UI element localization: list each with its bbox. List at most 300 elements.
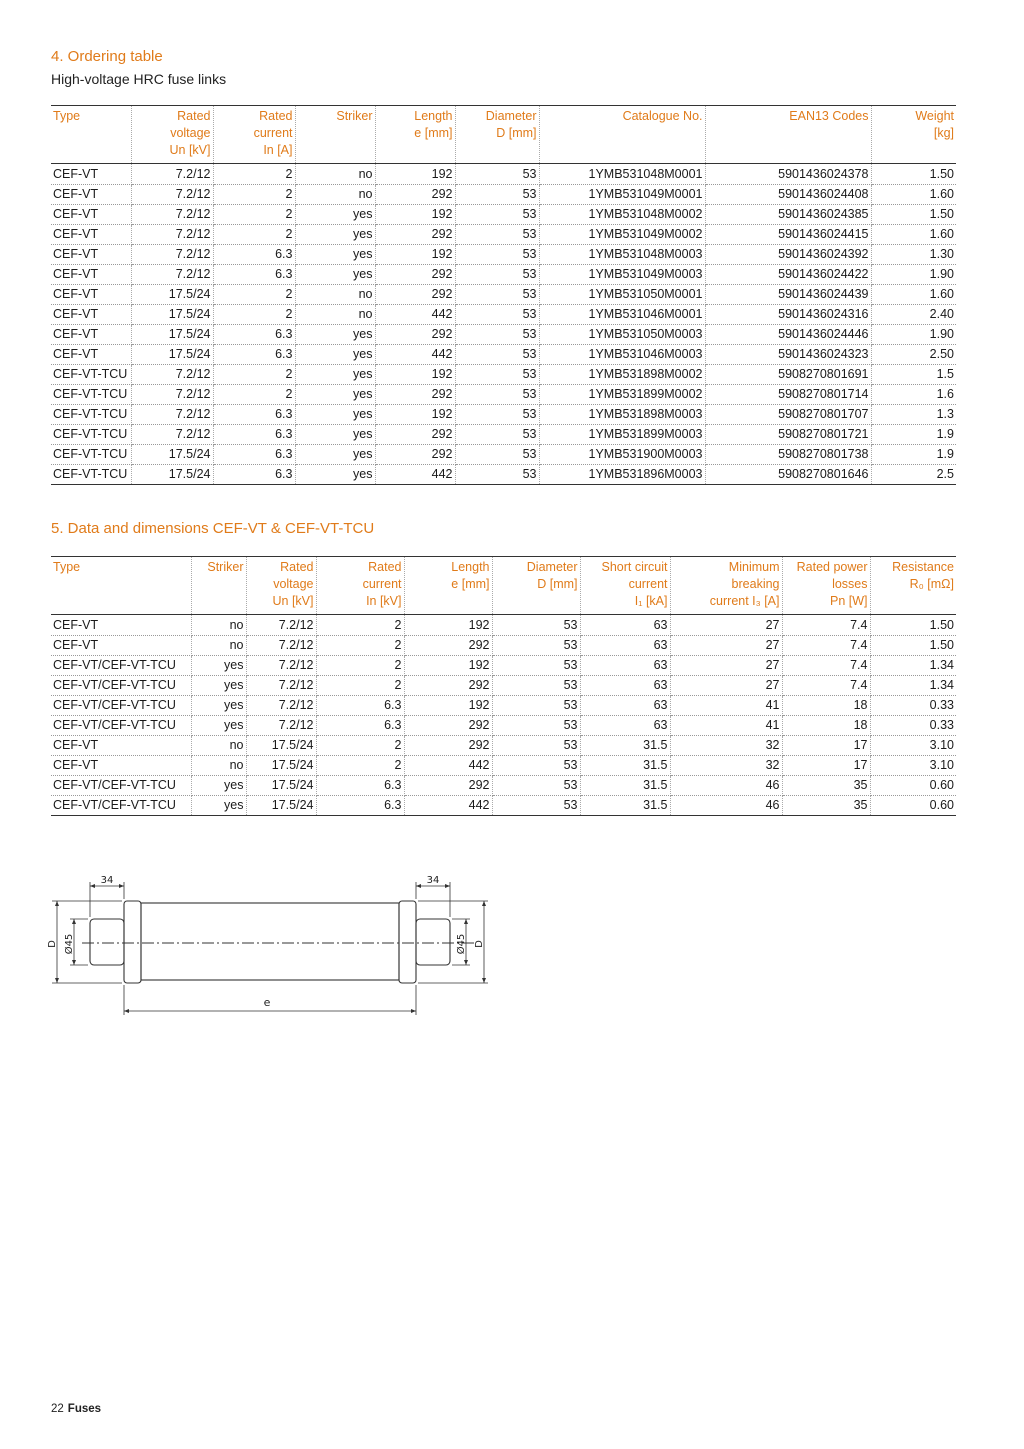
table-cell: yes [191, 776, 246, 796]
table-cell: 17.5/24 [246, 776, 316, 796]
header-line: Length [451, 560, 490, 574]
table-cell: CEF-VT [51, 615, 191, 636]
table-cell: yes [295, 425, 375, 445]
table-cell: 292 [375, 425, 455, 445]
fuse-left-contact [90, 919, 124, 965]
table-cell: 292 [375, 325, 455, 345]
table-row [51, 776, 956, 796]
table-row [51, 405, 956, 425]
table-cell: 1YMB531046M0003 [539, 345, 705, 365]
table-cell: 1.34 [870, 656, 956, 676]
table-cell: 292 [375, 385, 455, 405]
fuse-body [141, 903, 399, 980]
table-cell: 46 [670, 796, 782, 816]
table-cell: yes [191, 696, 246, 716]
table-cell: CEF-VT [51, 325, 131, 345]
table-cell: 53 [492, 756, 580, 776]
table-cell: 2 [213, 365, 295, 385]
table-cell: no [191, 636, 246, 656]
table-cell: 1YMB531899M0003 [539, 425, 705, 445]
table-cell: 17.5/24 [131, 445, 213, 465]
length-dimension: e [263, 996, 271, 1009]
table-cell: 5901436024323 [705, 345, 871, 365]
table-cell: 292 [375, 445, 455, 465]
table-cell: no [295, 164, 375, 185]
ordering-header-5 [455, 106, 539, 164]
table-cell: 192 [375, 405, 455, 425]
diameter-left-label: D [47, 940, 58, 948]
table-cell: yes [191, 796, 246, 816]
header-line: Type [53, 560, 81, 574]
table-cell: 2 [316, 736, 404, 756]
table-cell: CEF-VT [51, 305, 131, 325]
table-cell: 35 [782, 796, 870, 816]
dimensions-header-9 [870, 557, 956, 615]
page-footer [51, 1403, 101, 1415]
table-cell: 53 [455, 185, 539, 205]
table-cell: 1.9 [871, 425, 956, 445]
table-cell: 1YMB531898M0002 [539, 365, 705, 385]
dimensions-header-1 [191, 557, 246, 615]
header-line: Un [kV] [169, 143, 211, 157]
table-cell: 6.3 [213, 245, 295, 265]
table-cell: 1YMB531050M0001 [539, 285, 705, 305]
table-cell: yes [191, 676, 246, 696]
table-cell: CEF-VT/CEF-VT-TCU [51, 796, 191, 816]
table-cell: 53 [492, 615, 580, 636]
table-cell: 1YMB531048M0001 [539, 164, 705, 185]
header-line: e [mm] [414, 126, 453, 140]
table-cell: 53 [455, 445, 539, 465]
table-cell: yes [295, 205, 375, 225]
table-cell: 53 [455, 385, 539, 405]
table-cell: 192 [375, 205, 455, 225]
header-line: current I₃ [A] [709, 594, 780, 608]
dimensions-header-3 [316, 557, 404, 615]
table-row [51, 265, 956, 285]
table-cell: no [191, 756, 246, 776]
table-row [51, 245, 956, 265]
table-cell: no [295, 285, 375, 305]
table-cell: 53 [455, 425, 539, 445]
table-cell: 2 [213, 205, 295, 225]
section-5-title: 5. Data and dimensions CEF-VT & CEF-VT-TCU [51, 520, 375, 537]
table-row [51, 164, 956, 185]
table-cell: 292 [375, 185, 455, 205]
table-cell: CEF-VT [51, 185, 131, 205]
table-cell: 5901436024422 [705, 265, 871, 285]
table-cell: 6.3 [316, 716, 404, 736]
table-row [51, 656, 956, 676]
table-cell: CEF-VT [51, 265, 131, 285]
table-row [51, 325, 956, 345]
footer-section: Fuses [67, 1403, 102, 1415]
table-cell: 17.5/24 [246, 736, 316, 756]
table-cell: 18 [782, 696, 870, 716]
table-cell: 53 [455, 465, 539, 485]
table-cell: 7.4 [782, 615, 870, 636]
table-cell: 7.2/12 [131, 245, 213, 265]
table-row [51, 445, 956, 465]
table-cell: 1.50 [870, 636, 956, 656]
table-cell: CEF-VT [51, 736, 191, 756]
table-cell: 53 [492, 636, 580, 656]
table-cell: 7.2/12 [246, 615, 316, 636]
table-cell: 31.5 [580, 736, 670, 756]
table-row [51, 696, 956, 716]
table-cell: 6.3 [213, 265, 295, 285]
fuse-left-flange [124, 901, 141, 983]
table-cell: yes [295, 405, 375, 425]
table-cell: 35 [782, 776, 870, 796]
table-cell: CEF-VT [51, 345, 131, 365]
ordering-header-1 [131, 106, 213, 164]
table-cell: 17.5/24 [246, 756, 316, 776]
header-line: breaking [731, 577, 780, 591]
table-cell: 0.60 [870, 776, 956, 796]
table-cell: 1.90 [871, 265, 956, 285]
table-cell: yes [295, 465, 375, 485]
table-cell: 53 [455, 365, 539, 385]
table-cell: yes [295, 225, 375, 245]
table-cell: no [295, 185, 375, 205]
table-cell: 5901436024392 [705, 245, 871, 265]
table-cell: 3.10 [870, 736, 956, 756]
diameter-45-left-label: Ø45 [64, 933, 75, 955]
header-line: Rated [177, 109, 211, 123]
table-cell: 442 [375, 305, 455, 325]
table-cell: 7.4 [782, 636, 870, 656]
table-cell: 1.5 [871, 365, 956, 385]
table-cell: 63 [580, 656, 670, 676]
table-cell: 17.5/24 [131, 465, 213, 485]
table-cell: 442 [375, 465, 455, 485]
header-line: current [362, 577, 402, 591]
table-row [51, 305, 956, 325]
table-cell: yes [295, 325, 375, 345]
table-cell: 31.5 [580, 756, 670, 776]
table-cell: 53 [492, 776, 580, 796]
table-cell: 5901436024415 [705, 225, 871, 245]
header-line: e [mm] [451, 577, 490, 591]
ordering-header-0 [51, 106, 131, 164]
table-cell: 53 [455, 205, 539, 225]
table-cell: 292 [404, 636, 492, 656]
table-cell: 442 [404, 756, 492, 776]
table-cell: 1YMB531049M0003 [539, 265, 705, 285]
table-cell: 2 [316, 756, 404, 776]
header-line: Un [kV] [272, 594, 314, 608]
table-cell: 7.2/12 [246, 696, 316, 716]
header-line: Rated [368, 560, 402, 574]
table-cell: 5908270801707 [705, 405, 871, 425]
table-cell: 2 [213, 385, 295, 405]
table-cell: 53 [455, 164, 539, 185]
table-cell: 53 [455, 405, 539, 425]
table-cell: 2 [316, 636, 404, 656]
table-cell: 63 [580, 696, 670, 716]
dimensions-header-2 [246, 557, 316, 615]
table-cell: 2.40 [871, 305, 956, 325]
table-cell: CEF-VT [51, 756, 191, 776]
table-cell: 192 [404, 696, 492, 716]
header-line: Catalogue No. [622, 109, 703, 123]
table-cell: 32 [670, 736, 782, 756]
table-cell: 3.10 [870, 756, 956, 776]
table-cell: CEF-VT-TCU [51, 385, 131, 405]
table-cell: CEF-VT-TCU [51, 405, 131, 425]
table-row [51, 285, 956, 305]
table-row [51, 756, 956, 776]
table-cell: 292 [404, 676, 492, 696]
diameter-right-label: D [474, 940, 485, 948]
table-row [51, 736, 956, 756]
table-cell: 2 [316, 615, 404, 636]
fuse-dimension-drawing [40, 868, 500, 1028]
table-cell: 7.2/12 [131, 205, 213, 225]
table-row [51, 205, 956, 225]
table-cell: 6.3 [213, 325, 295, 345]
table-cell: 63 [580, 615, 670, 636]
table-cell: 5901436024316 [705, 305, 871, 325]
table-cell: 5908270801691 [705, 365, 871, 385]
table-row [51, 636, 956, 656]
table-row [51, 676, 956, 696]
table-cell: 17 [782, 756, 870, 776]
table-cell: 7.2/12 [246, 636, 316, 656]
table-cell: 2 [213, 164, 295, 185]
header-line: D [mm] [496, 126, 537, 140]
header-line: Type [53, 109, 81, 123]
table-cell: 7.2/12 [246, 656, 316, 676]
table-cell: 1YMB531898M0003 [539, 405, 705, 425]
header-line: Rated power [796, 560, 868, 574]
table-cell: 5908270801721 [705, 425, 871, 445]
table-cell: 53 [455, 265, 539, 285]
table-row [51, 225, 956, 245]
table-cell: CEF-VT/CEF-VT-TCU [51, 776, 191, 796]
table-cell: 292 [375, 265, 455, 285]
table-row [51, 345, 956, 365]
table-cell: 5908270801738 [705, 445, 871, 465]
table-cell: 1.3 [871, 405, 956, 425]
table-cell: 192 [375, 365, 455, 385]
table-cell: 6.3 [213, 405, 295, 425]
table-cell: 17.5/24 [246, 796, 316, 816]
fuse-right-flange [399, 901, 416, 983]
table-cell: 2 [316, 656, 404, 676]
dimensions-table [51, 556, 956, 816]
table-cell: 31.5 [580, 776, 670, 796]
table-cell: 1YMB531049M0001 [539, 185, 705, 205]
header-line: Striker [207, 560, 244, 574]
table-cell: 192 [404, 656, 492, 676]
header-line: Rated [280, 560, 314, 574]
table-cell: 192 [375, 164, 455, 185]
table-cell: 2 [316, 676, 404, 696]
table-cell: 17.5/24 [131, 325, 213, 345]
table-row [51, 185, 956, 205]
table-cell: 1.9 [871, 445, 956, 465]
table-cell: no [295, 305, 375, 325]
table-cell: 53 [492, 656, 580, 676]
table-cell: 53 [492, 696, 580, 716]
header-line: In [A] [263, 143, 293, 157]
table-cell: 63 [580, 636, 670, 656]
table-cell: 7.2/12 [246, 676, 316, 696]
table-cell: 41 [670, 716, 782, 736]
table-cell: 1YMB531050M0003 [539, 325, 705, 345]
table-cell: 1.60 [871, 185, 956, 205]
table-cell: 5901436024446 [705, 325, 871, 345]
table-cell: 1.30 [871, 245, 956, 265]
table-cell: 7.2/12 [131, 385, 213, 405]
table-cell: 53 [455, 305, 539, 325]
ordering-header-7 [705, 106, 871, 164]
table-cell: 1.60 [871, 285, 956, 305]
table-cell: yes [295, 445, 375, 465]
table-cell: 17.5/24 [131, 305, 213, 325]
table-cell: CEF-VT [51, 636, 191, 656]
header-line: losses [832, 577, 868, 591]
table-cell: 27 [670, 636, 782, 656]
header-line: Resistance [892, 560, 954, 574]
ordering-header-8 [871, 106, 956, 164]
header-line: current [253, 126, 293, 140]
table-row [51, 615, 956, 636]
fuse-right-contact [416, 919, 450, 965]
table-cell: CEF-VT/CEF-VT-TCU [51, 696, 191, 716]
dimensions-header-8 [782, 557, 870, 615]
table-row [51, 425, 956, 445]
table-cell: 1YMB531048M0002 [539, 205, 705, 225]
table-cell: 292 [375, 285, 455, 305]
table-cell: 1YMB531900M0003 [539, 445, 705, 465]
table-cell: 41 [670, 696, 782, 716]
header-line: Striker [336, 109, 373, 123]
table-cell: 5901436024378 [705, 164, 871, 185]
table-cell: 7.4 [782, 656, 870, 676]
ordering-header-3 [295, 106, 375, 164]
header-line: Diameter [485, 109, 537, 123]
table-cell: 17.5/24 [131, 345, 213, 365]
table-cell: 5901436024408 [705, 185, 871, 205]
ordering-header-4 [375, 106, 455, 164]
table-cell: 292 [404, 716, 492, 736]
table-cell: 1.6 [871, 385, 956, 405]
table-cell: 0.33 [870, 716, 956, 736]
table-cell: 1.60 [871, 225, 956, 245]
table-cell: 63 [580, 676, 670, 696]
table-cell: 6.3 [213, 425, 295, 445]
table-cell: 18 [782, 716, 870, 736]
table-cell: 7.2/12 [131, 164, 213, 185]
table-cell: 27 [670, 656, 782, 676]
table-cell: 6.3 [213, 445, 295, 465]
table-cell: 1YMB531048M0003 [539, 245, 705, 265]
header-line: voltage [273, 577, 314, 591]
table-cell: 192 [375, 245, 455, 265]
table-cell: 442 [375, 345, 455, 365]
table-cell: 1.34 [870, 676, 956, 696]
table-cell: 7.2/12 [131, 265, 213, 285]
header-line: [kg] [933, 126, 954, 140]
header-line: Short circuit [601, 560, 668, 574]
cap-left-dimension: 34 [100, 875, 114, 886]
table-cell: yes [295, 385, 375, 405]
table-cell: CEF-VT/CEF-VT-TCU [51, 676, 191, 696]
table-cell: 6.3 [316, 796, 404, 816]
diameter-45-right-label: Ø45 [456, 933, 467, 955]
header-line: R₀ [mΩ] [909, 577, 954, 591]
table-cell: 7.2/12 [131, 365, 213, 385]
table-cell: 2 [213, 285, 295, 305]
table-cell: CEF-VT-TCU [51, 365, 131, 385]
table-cell: no [191, 736, 246, 756]
table-row [51, 796, 956, 816]
table-cell: 2 [213, 185, 295, 205]
table-cell: 53 [492, 676, 580, 696]
table-cell: 5901436024439 [705, 285, 871, 305]
header-line: EAN13 Codes [789, 109, 869, 123]
table-cell: 2.50 [871, 345, 956, 365]
table-cell: 53 [455, 225, 539, 245]
header-line: I₁ [kA] [634, 594, 668, 608]
header-line: Rated [259, 109, 293, 123]
table-cell: 7.2/12 [131, 405, 213, 425]
table-cell: yes [191, 656, 246, 676]
section-4-title: 4. Ordering table [51, 48, 163, 65]
table-cell: CEF-VT [51, 245, 131, 265]
table-cell: 31.5 [580, 796, 670, 816]
dimensions-header-5 [492, 557, 580, 615]
table-cell: 53 [455, 325, 539, 345]
table-cell: CEF-VT-TCU [51, 445, 131, 465]
table-cell: 1YMB531049M0002 [539, 225, 705, 245]
table-cell: yes [295, 345, 375, 365]
table-cell: 0.33 [870, 696, 956, 716]
table-row [51, 385, 956, 405]
table-cell: 1.50 [871, 164, 956, 185]
table-cell: CEF-VT-TCU [51, 425, 131, 445]
table-cell: 32 [670, 756, 782, 776]
table-cell: CEF-VT [51, 205, 131, 225]
table-row [51, 716, 956, 736]
header-line: In [kV] [366, 594, 402, 608]
header-line: current [628, 577, 668, 591]
table-cell: 7.4 [782, 676, 870, 696]
table-cell: 53 [492, 796, 580, 816]
table-cell: 292 [404, 736, 492, 756]
table-cell: CEF-VT [51, 285, 131, 305]
cap-right-dimension: 34 [426, 875, 440, 886]
page-number: 22 [51, 1403, 64, 1415]
table-cell: 1YMB531896M0003 [539, 465, 705, 485]
table-cell: 53 [455, 345, 539, 365]
table-cell: 5908270801714 [705, 385, 871, 405]
table-cell: 7.2/12 [131, 185, 213, 205]
table-cell: 2 [213, 225, 295, 245]
table-cell: 17 [782, 736, 870, 756]
table-cell: 27 [670, 676, 782, 696]
table-cell: CEF-VT [51, 225, 131, 245]
table-cell: 63 [580, 716, 670, 736]
header-line: Pn [W] [829, 594, 868, 608]
table-cell: CEF-VT [51, 164, 131, 185]
table-cell: 17.5/24 [131, 285, 213, 305]
header-line: Weight [915, 109, 954, 123]
table-row [51, 465, 956, 485]
